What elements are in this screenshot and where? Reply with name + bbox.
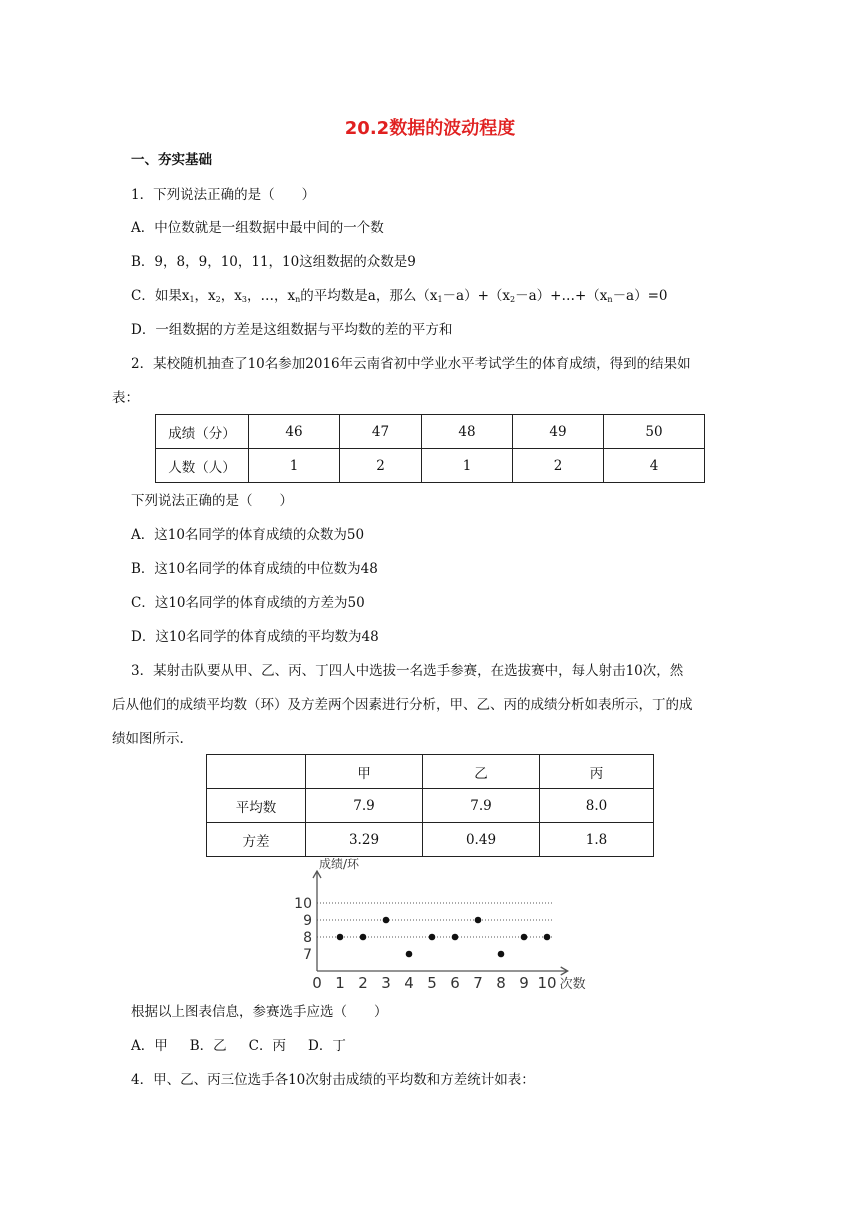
q1-option-c-middle: 的平均数是a，那么（x <box>300 288 438 304</box>
q2-stem-line1: 2．某校随机抽查了10名参加2016年云南省初中学业水平考试学生的体育成绩，得到的结果如 <box>131 356 691 372</box>
x-tick-label: 5 <box>427 974 437 990</box>
x-tick-label: 0 <box>312 974 322 990</box>
x-tick-label: 3 <box>381 974 391 990</box>
q3-row-label: 方差 <box>207 823 306 857</box>
q2-cell: 49 <box>513 415 604 449</box>
q2-cell: 1 <box>249 449 340 483</box>
q3-stem-line1: 3．某射击队要从甲、乙、丙、丁四人中选拔一名选手参赛，在选拔赛中，每人射击10次，然 <box>131 663 684 679</box>
y-tick-label: 8 <box>303 930 312 946</box>
data-point <box>337 934 344 941</box>
q2-cell: 47 <box>340 415 422 449</box>
q3-cell: 1.8 <box>540 823 654 857</box>
y-tick-label: 10 <box>294 896 312 912</box>
q3-option-d: D．丁 <box>308 1038 346 1054</box>
q2-stem-line2: 表： <box>112 390 139 406</box>
data-point <box>475 917 482 924</box>
q2-cell: 1 <box>422 449 513 483</box>
q2-question: 下列说法正确的是（ ） <box>131 493 293 509</box>
x-tick-label: 7 <box>473 974 483 990</box>
x-tick-label: 6 <box>450 974 460 990</box>
q2-option-b: B．这10名同学的体育成绩的中位数为48 <box>131 561 378 577</box>
q1-option-c: C．如果$x_1$，$x_2$，$x_3$，…，$x_n$的平均数是a，那么$(x_1-a)+(x_2-a)+\dots+(x_n-a)=0$ <box>131 288 668 304</box>
q1-stem: 1．下列说法正确的是（ ） <box>131 187 316 203</box>
q3-option-c: C．丙 <box>248 1038 287 1054</box>
q3-header-yi: 乙 <box>423 755 540 789</box>
q1-option-d: D．一组数据的方差是这组数据与平均数的差的平方和 <box>131 322 453 338</box>
x-tick-label: 10 <box>537 974 557 990</box>
data-point <box>521 934 528 941</box>
q2-cell: 50 <box>604 415 705 449</box>
q3-cell: 0.49 <box>423 823 540 857</box>
q2-row2-header: 人数（人） <box>156 449 249 483</box>
y-tick-label: 9 <box>303 913 312 929</box>
q3-header-blank <box>207 755 306 789</box>
x-axis-title: 次数 <box>559 977 586 990</box>
q2-row1-header: 成绩（分） <box>156 415 249 449</box>
q1-option-c-end: －a）=0 <box>612 288 668 304</box>
q3-option-a: A．甲 <box>131 1038 168 1054</box>
q3-row-label: 平均数 <box>207 789 306 823</box>
q3-stats-table <box>206 754 654 857</box>
data-point <box>429 934 436 941</box>
x-tick-label: 4 <box>404 974 414 990</box>
q2-cell: 2 <box>340 449 422 483</box>
q2-option-d: D．这10名同学的体育成绩的平均数为48 <box>131 629 379 645</box>
q3-cell: 8.0 <box>540 789 654 823</box>
q3-header-jia: 甲 <box>306 755 423 789</box>
q3-cell: 7.9 <box>423 789 540 823</box>
q3-header-bing: 丙 <box>540 755 654 789</box>
q2-option-a: A．这10名同学的体育成绩的众数为50 <box>131 527 365 543</box>
q3-question: 根据以上图表信息，参赛选手应选（ ） <box>131 1004 388 1020</box>
page-title: 20.2数据的波动程度 <box>344 118 516 139</box>
data-point <box>498 951 505 958</box>
y-tick-label: 7 <box>303 947 312 963</box>
x-tick-label: 2 <box>358 974 368 990</box>
q1-option-a: A．中位数就是一组数据中最中间的一个数 <box>131 220 384 236</box>
data-point <box>544 934 551 941</box>
q2-cell: 2 <box>513 449 604 483</box>
q1-option-b: B．9，8，9，10，11，10这组数据的众数是9 <box>131 254 416 270</box>
q3-cell: 7.9 <box>306 789 423 823</box>
q2-option-c: C．这10名同学的体育成绩的方差为50 <box>131 595 365 611</box>
q2-cell: 48 <box>422 415 513 449</box>
x-tick-label: 8 <box>496 974 506 990</box>
data-point <box>360 934 367 941</box>
q3-stem-line2: 后从他们的成绩平均数（环）及方差两个因素进行分析，甲、乙、丙的成绩分析如表所示，丁的成 <box>112 697 693 713</box>
q2-cell: 4 <box>604 449 705 483</box>
q3-option-b: B．乙 <box>189 1038 227 1054</box>
ding-score-chart <box>292 858 592 990</box>
x-tick-label: 1 <box>335 974 345 990</box>
data-point <box>383 917 390 924</box>
q3-options <box>131 1036 346 1056</box>
q4-stem: 4．甲、乙、丙三位选手各10次射击成绩的平均数和方差统计如表： <box>131 1072 535 1088</box>
q2-cell: 46 <box>249 415 340 449</box>
q1-option-c-start: C．如果x <box>131 288 190 304</box>
data-point <box>406 951 413 958</box>
q3-cell: 3.29 <box>306 823 423 857</box>
y-axis-title: 成绩/环 <box>319 858 360 871</box>
x-tick-label: 9 <box>519 974 529 990</box>
section-heading: 一、夯实基础 <box>131 152 212 168</box>
q3-stem-line3: 绩如图所示. <box>112 731 184 747</box>
data-point <box>452 934 459 941</box>
q2-score-table <box>155 414 705 483</box>
